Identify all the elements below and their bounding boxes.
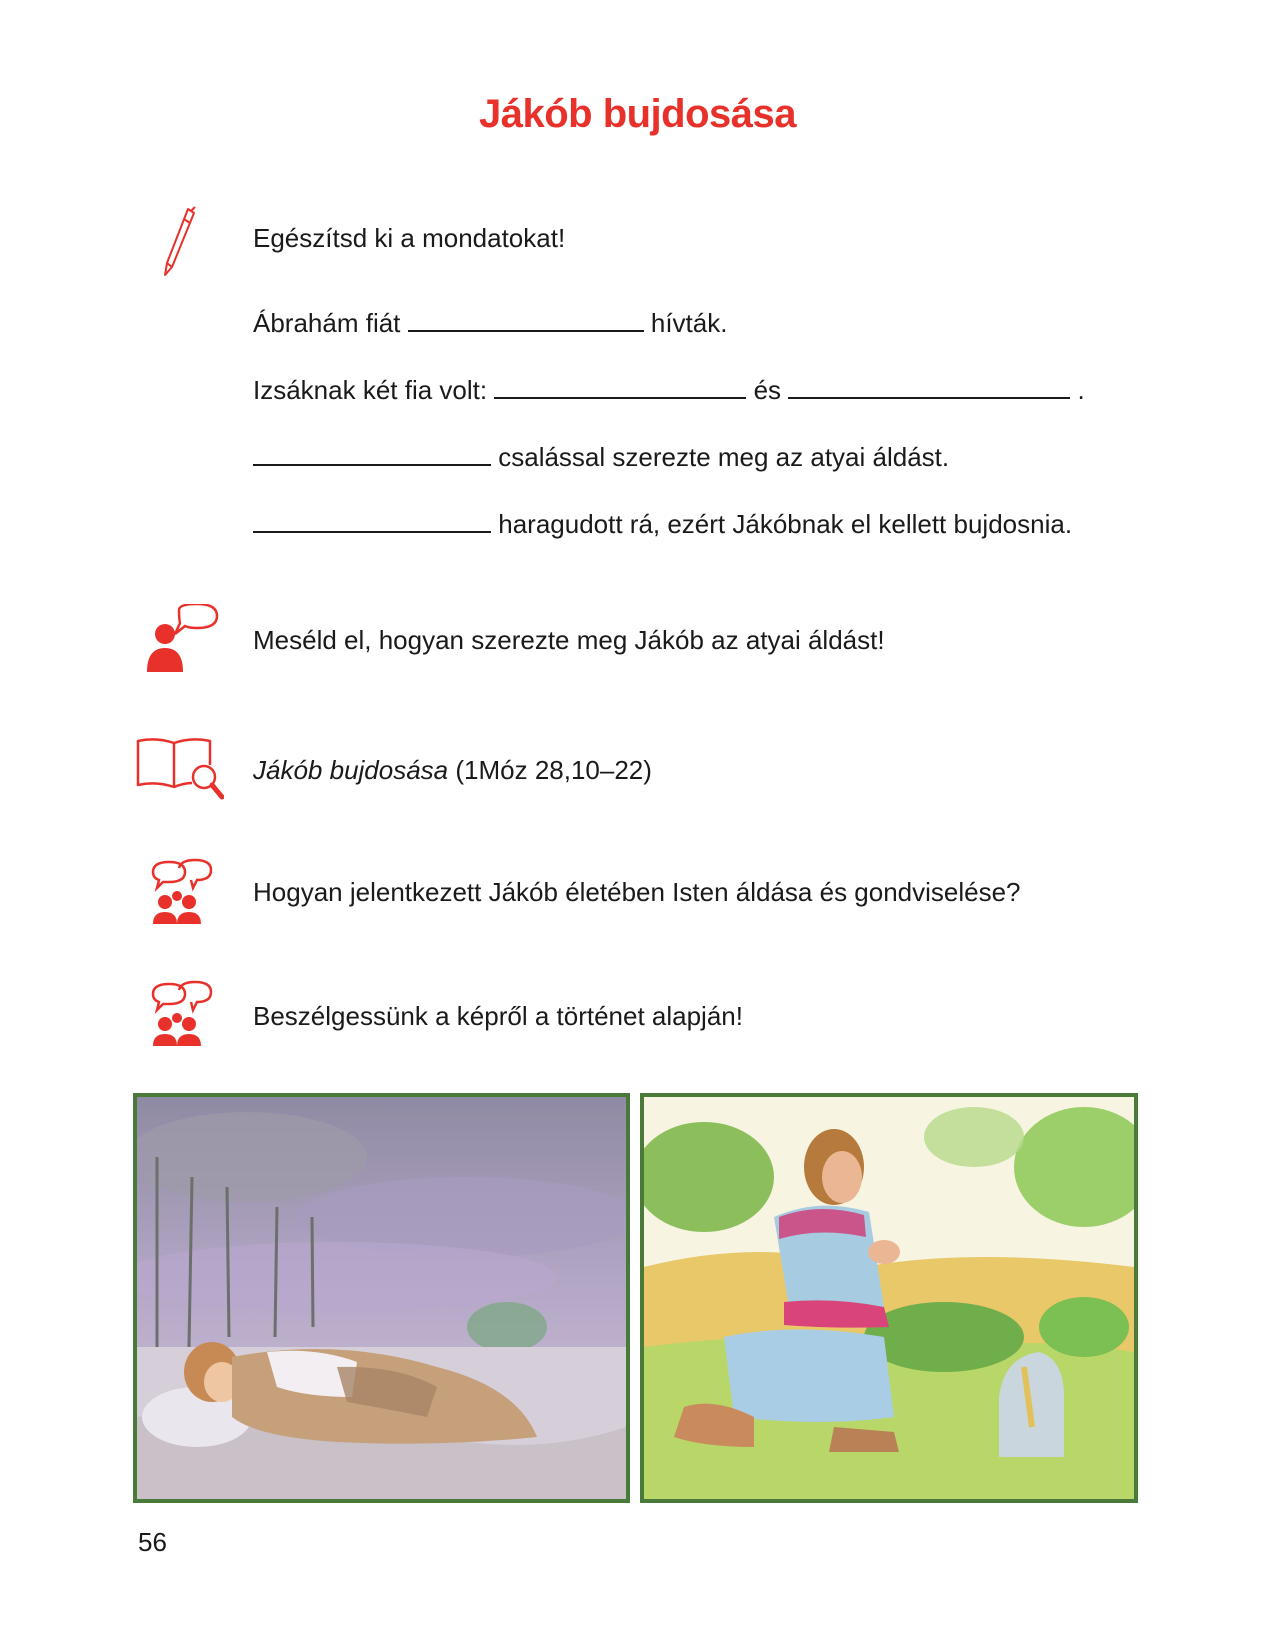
sentence-2-end: . [1077, 375, 1085, 405]
answer-blank[interactable] [253, 442, 491, 466]
sentence-1-start: Ábrahám fiát [253, 308, 401, 338]
illustration-jacob-sleeping [133, 1093, 630, 1503]
group-discussion-icon [149, 858, 215, 926]
page-number: 56 [138, 1527, 167, 1557]
illustration-jacob-praying [640, 1093, 1138, 1503]
fill-sentence-4 [253, 508, 1072, 540]
page-title: Jákób bujdosása [478, 92, 797, 136]
bible-reference [253, 754, 652, 786]
fill-sentence-1 [253, 307, 727, 339]
speaker-icon [145, 604, 221, 674]
answer-blank[interactable] [408, 308, 644, 332]
answer-blank[interactable] [494, 375, 746, 399]
reference-verse: (1Móz 28,10–22) [448, 755, 652, 785]
task5-instruction: Beszélgessünk a képről a történet alapján! [253, 1001, 743, 1031]
task2-instruction: Meséld el, hogyan szerezte meg Jákób az atyai áldást! [253, 625, 885, 655]
sentence-2-start: Izsáknak két fia volt: [253, 375, 488, 405]
bible-search-icon [136, 735, 224, 805]
sentence-1-end: hívták. [650, 308, 728, 338]
sentence-3-text: csalással szerezte meg az atyai áldást. [498, 442, 950, 472]
answer-blank[interactable] [253, 509, 491, 533]
fill-sentence-2 [253, 374, 1085, 406]
sentence-2-mid: és [753, 375, 782, 405]
reference-title: Jákób bujdosása [253, 755, 449, 785]
fill-sentence-3 [253, 441, 949, 473]
answer-blank[interactable] [788, 375, 1070, 399]
sentence-4-text: haragudott rá, ezért Jákóbnak el kellett bujdosnia. [498, 509, 1073, 539]
group-discussion-icon [149, 980, 215, 1048]
pen-icon [160, 205, 198, 280]
task4-instruction: Hogyan jelentkezett Jákób életében Isten áldása és gondviselése? [253, 877, 1021, 907]
task1-instruction: Egészítsd ki a mondatokat! [253, 223, 566, 253]
